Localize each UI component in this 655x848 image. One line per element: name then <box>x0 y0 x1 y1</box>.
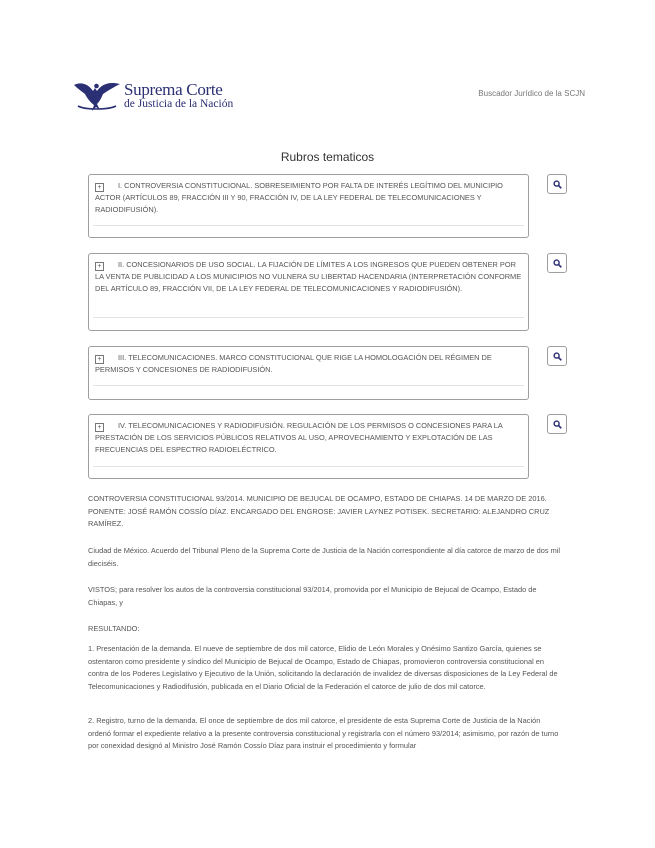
search-button[interactable] <box>547 253 567 273</box>
divider <box>93 466 524 467</box>
divider <box>93 225 524 226</box>
rubro-card <box>88 414 529 479</box>
case-header: CONTROVERSIA CONSTITUCIONAL 93/2014. MUNICIPIO DE BEJUCAL DE OCAMPO, ESTADO DE CHIAPAS. 14 DE MARZO DE 2016. PONENTE: JOSÉ RAMÓN COSSÍO DÍAZ. ENCARGADO DEL ENGROSE: JAVIER LAYNEZ POTISEK. SECRETARIO: ALEJANDRO CRUZ RAMÍREZ. <box>88 494 550 529</box>
rubro-card <box>88 174 529 238</box>
search-button[interactable] <box>547 414 567 434</box>
body-paragraph: 2. Registro, turno de la demanda. El once de septiembre de dos mil catorce, el presidente de esta Suprema Corte de Justicia de la Nación ordenó formar el expediente relativo a la presente controversia constitucional y registrarla con el número 93/2014; asimismo, por razón de turno por conexidad designó al Ministro José Ramón Cossío Díaz para instruir el procedimiento y formular <box>88 716 559 751</box>
rubro-text: III. TELECOMUNICACIONES. MARCO CONSTITUCIONAL QUE RIGE LA HOMOLOGACIÓN DEL RÉGIMEN DE PERMISOS Y CONCESIONES DE RADIODIFUSIÓN. <box>95 353 492 374</box>
expand-icon[interactable]: + <box>95 262 104 271</box>
search-icon <box>553 352 562 361</box>
rubro-card <box>88 253 529 331</box>
logo-title: Suprema Corte <box>124 80 223 99</box>
rubro-card <box>88 346 529 400</box>
search-button[interactable] <box>547 346 567 366</box>
expand-icon[interactable]: + <box>95 423 104 432</box>
rubro-text: IV. TELECOMUNICACIONES Y RADIODIFUSIÓN. REGULACIÓN DE LOS PERMISOS O CONCESIONES PARA LA PRESTACIÓN DE LOS SERVICIOS PÚBLICOS RELATIVOS AL USO, APROVECHAMIENTO Y EXPLOTACIÓN DE LAS FRECUENCIAS DEL ESPECTRO RADIOELÉCTRICO. <box>95 421 503 454</box>
scjn-logo[interactable] <box>72 76 232 114</box>
site-link[interactable]: Buscador Jurídico de la SCJN <box>478 89 585 98</box>
search-icon <box>553 259 562 268</box>
search-icon <box>553 420 562 429</box>
rubro-content <box>95 352 522 376</box>
divider <box>93 385 524 386</box>
rubro-content <box>95 259 522 295</box>
search-button[interactable] <box>547 174 567 194</box>
logo-subtitle: de Justicia de la Nación <box>124 98 234 110</box>
rubro-text: II. CONCESIONARIOS DE USO SOCIAL. LA FIJACIÓN DE LÍMITES A LOS INGRESOS QUE PUEDEN OBTENER POR LA VENTA DE PUBLICIDAD A LOS MUNICIPIOS NO VULNERA SU LIBERTAD HACENDARIA (INTERPRETACIÓN CONFORME DEL ARTÍCULO 89, FRACCIÓN VII, DE LA LEY FEDERAL DE TELECOMUNICACIONES Y RADIODIFUSIÓN). <box>95 260 522 293</box>
body-paragraph: 1. Presentación de la demanda. El nueve de septiembre de dos mil catorce, Elidio de León Morales y Onésimo Santizo García, quienes se ostentaron como presidente y síndico del Municipio de Bejucal de Ocampo, Estado de Chiapas, promovieron controversia constitucional en contra de los Poderes Legislativo y Ejecutivo de la Unión, solicitando la declaración de invalidez de diversas disposiciones de la Ley Federal de Telecomunicaciones y Radiodifusión, publicada en el Diario Oficial de la Federación el catorce de julio de dos mil catorce. <box>88 644 558 691</box>
section-title: Rubros tematicos <box>280 150 375 164</box>
search-icon <box>553 180 562 189</box>
rubro-content <box>95 420 522 456</box>
rubro-text: I. CONTROVERSIA CONSTITUCIONAL. SOBRESEIMIENTO POR FALTA DE INTERÉS LEGÍTIMO DEL MUNICIPIO ACTOR (ARTÍCULOS 89, FRACCIÓN III Y 90, FRACCIÓN IV, DE LA LEY FEDERAL DE TELECOMUNICACIONES Y RADIODIFUSIÓN). <box>95 181 503 214</box>
expand-icon[interactable]: + <box>95 183 104 192</box>
body-paragraph: Ciudad de México. Acuerdo del Tribunal Pleno de la Suprema Corte de Justicia de la Nación correspondiente al día catorce de marzo de dos mil dieciséis. <box>88 546 561 568</box>
section-heading: RESULTANDO: <box>88 624 140 633</box>
divider <box>93 317 524 318</box>
eagle-emblem-icon <box>72 76 122 114</box>
body-paragraph: VISTOS; para resolver los autos de la controversia constitucional 93/2014, promovida por el Municipio de Bejucal de Ocampo, Estado de Chiapas, y <box>88 585 537 607</box>
rubro-content <box>95 180 522 216</box>
expand-icon[interactable]: + <box>95 355 104 364</box>
